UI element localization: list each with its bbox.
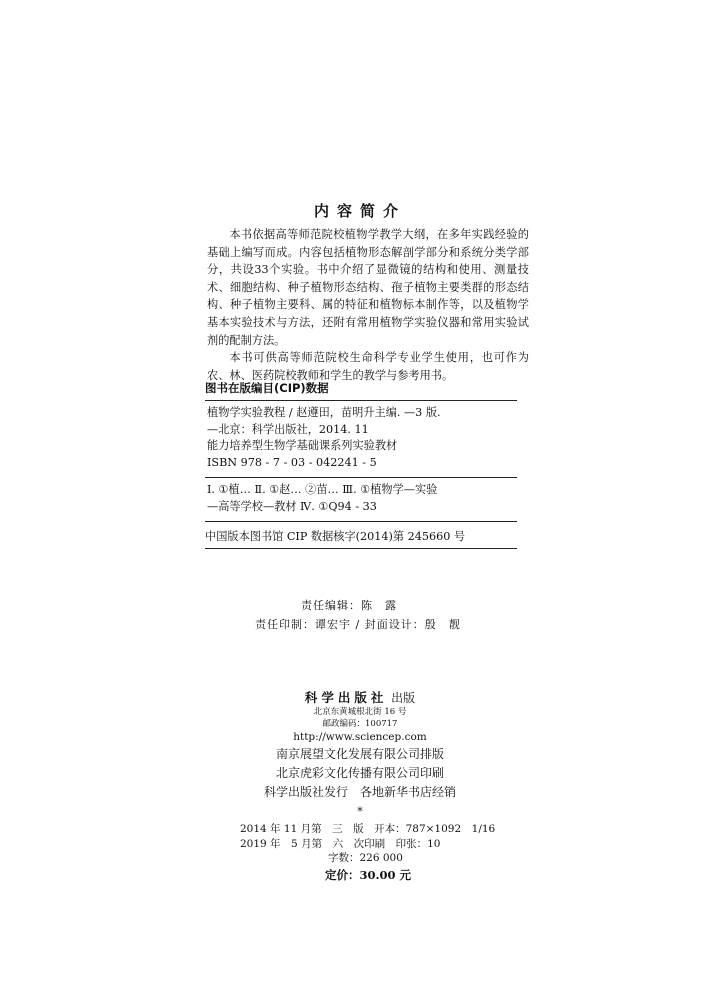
publisher-name: 科学出版社 <box>304 690 388 705</box>
cip-line-series: 能力培养型生物学基础课系列实验教材 <box>207 439 398 452</box>
imprint-word-count: 字数：226 000 <box>328 852 403 864</box>
credit-printing-design: 责任印制：谭宏宇 / 封面设计：殷 靓 <box>255 618 461 631</box>
intro-paragraph-1: 本书依据高等师范院校植物学教学大纲，在多年实践经验的基础上编写而成。内容包括植物形态解剖学部分和系统分类学部分，共设33个实验。书中介绍了显微镜的结构和使用、测量技术、细胞结构、种子植物形态结构、孢子植物主要类群的形态结构、种子植物主要科、属的特征和植物标本制作等，以及植物学基本实验技术与方法，还附有常用植物学实验仪器和常用实验试剂的配制方法。 <box>207 228 529 347</box>
cip-subject-line-2: —高等学校—教材 Ⅳ. ①Q94 - 33 <box>207 499 377 513</box>
credits <box>0 596 720 634</box>
cip-title: 图书在版编目(CIP)数据 <box>205 380 517 401</box>
intro-title: 内容简介 <box>313 202 406 220</box>
imprint-printing: 2019 年 5 月第 六 次印刷 印张：10 <box>240 837 441 850</box>
cip-line-publisher: —北京：科学出版社，2014. 11 <box>207 422 369 436</box>
separator-star: * <box>357 805 363 818</box>
publisher-postcode: 邮政编码：100717 <box>322 719 398 729</box>
intro-paragraph-2: 本书可供高等师范院校生命科学专业学生使用，也可作为农、林、医药院校教师和学生的教学与参考用书。 <box>207 351 529 382</box>
typesetting-line: 南京展望文化发展有限公司排版 <box>275 747 444 761</box>
publisher-suffix: 出版 <box>391 691 416 705</box>
imprint-price: 定价：30.00 元 <box>325 867 412 882</box>
imprint-edition: 2014 年 11 月第 三 版 开本：787×1092 1/16 <box>240 823 496 835</box>
cip-line-title: 植物学实验教程 / 赵遵田，苗明升主编. —3 版. <box>207 406 441 419</box>
distribution-line: 科学出版社发行 各地新华书店经销 <box>263 785 456 799</box>
cip-data-block <box>205 380 517 549</box>
credit-editor: 责任编辑：陈 露 <box>301 599 397 612</box>
cip-record-number: 中国版本图书馆 CIP 数据核字(2014)第 245660 号 <box>205 521 517 549</box>
cip-record <box>205 401 517 478</box>
publisher-block <box>0 688 720 820</box>
intro-text <box>207 226 529 384</box>
imprint-block <box>240 822 500 884</box>
publisher-address: 北京东黄城根北街 16 号 <box>313 707 407 717</box>
publisher-website: http://www.sciencep.com <box>293 731 427 743</box>
cip-subject-line-1: Ⅰ. ①植… Ⅱ. ①赵… ②苗… Ⅲ. ①植物学—实验 <box>207 483 438 496</box>
cip-line-isbn: ISBN 978 - 7 - 03 - 042241 - 5 <box>207 455 377 469</box>
cip-subjects <box>205 478 517 521</box>
publisher-name-row <box>0 688 720 706</box>
printing-line: 北京虎彩文化传播有限公司印刷 <box>275 766 444 780</box>
